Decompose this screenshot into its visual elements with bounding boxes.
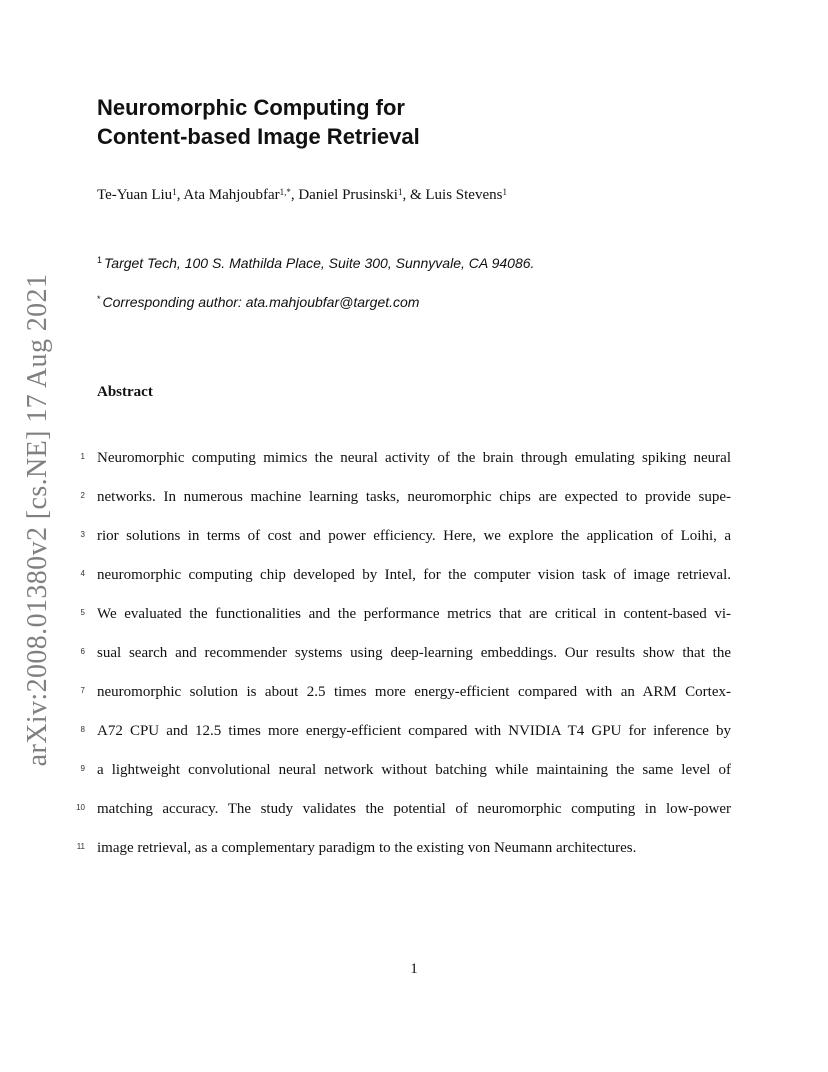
line-text: sual search and recommender systems using deep-learning embeddings. Our results show that the [97,645,731,661]
abstract-line [0,604,828,624]
line-text: matching accuracy. The study validates the potential of neuromorphic computing in low-power [97,801,731,817]
line-text: image retrieval, as a complementary paradigm to the existing von Neumann architectures. [97,840,637,856]
author-list [97,186,507,204]
title-line-1: Neuromorphic Computing for [97,95,405,120]
corresponding-text: Corresponding author: ata.mahjoubfar@target.com [102,294,420,310]
author-separator: , [176,187,184,203]
affiliation-mark: 1 [97,255,103,265]
line-number: 9 [80,764,85,773]
affiliation-text: Target Tech, 100 S. Mathilda Place, Suite 300, Sunnyvale, CA 94086. [104,255,535,271]
author-affiliation-mark: 1 [397,187,403,197]
abstract-line [0,682,828,702]
author-separator: , [290,187,299,203]
author-name: Te-Yuan Liu [97,187,173,203]
arxiv-stamp: arXiv:2008.01380v2 [cs.NE] 17 Aug 2021 [22,273,53,767]
line-number: 10 [76,803,85,812]
line-text: neuromorphic computing chip developed by Intel, for the computer vision task of image retrieval. [97,567,731,583]
title-line-2: Content-based Image Retrieval [97,124,420,149]
abstract-line [0,643,828,663]
abstract-heading: Abstract [97,384,153,400]
affiliation [97,254,534,272]
paper-title [97,93,420,151]
line-number: 3 [80,530,85,539]
abstract-line [0,721,828,741]
line-text: rior solutions in terms of cost and power efficiency. Here, we explore the application of Loihi, a [97,528,731,544]
line-text: A72 CPU and 12.5 times more energy-efficient compared with NVIDIA T4 GPU for inference by [97,723,731,739]
author-name: Ata Mahjoubfar [183,187,280,203]
corresponding-mark: * [97,294,101,304]
line-number: 6 [80,647,85,656]
line-text: a lightweight convolutional neural network without batching while maintaining the same level of [97,762,731,778]
abstract-line [0,526,828,546]
author-affiliation-mark: 1,* [279,187,291,197]
author-name: Luis Stevens [425,187,503,203]
line-number: 11 [76,842,85,851]
line-text: Neuromorphic computing mimics the neural activity of the brain through emulating spiking neural [97,450,731,466]
line-text: We evaluated the functionalities and the performance metrics that are critical in content-based vi- [97,606,731,622]
author-affiliation-mark: 1 [502,187,507,197]
abstract-line [0,565,828,585]
line-number: 8 [80,725,85,734]
abstract-line [0,760,828,780]
line-text: neuromorphic solution is about 2.5 times more energy-efficient compared with an ARM Cortex- [97,684,731,700]
line-number: 7 [80,686,85,695]
abstract-line [0,799,828,819]
abstract-line [0,838,828,858]
line-text: networks. In numerous machine learning tasks, neuromorphic chips are expected to provide supe- [97,489,731,505]
author-separator: , & [402,187,426,203]
abstract-line [0,487,828,507]
page-number: 1 [410,961,418,977]
author-affiliation-mark: 1 [172,187,177,197]
abstract-line [0,448,828,468]
corresponding-author [97,293,419,311]
line-number: 5 [80,608,85,617]
line-number: 4 [80,569,85,578]
line-number: 1 [80,452,85,461]
author-name: Daniel Prusinski [298,187,398,203]
line-number: 2 [80,491,85,500]
